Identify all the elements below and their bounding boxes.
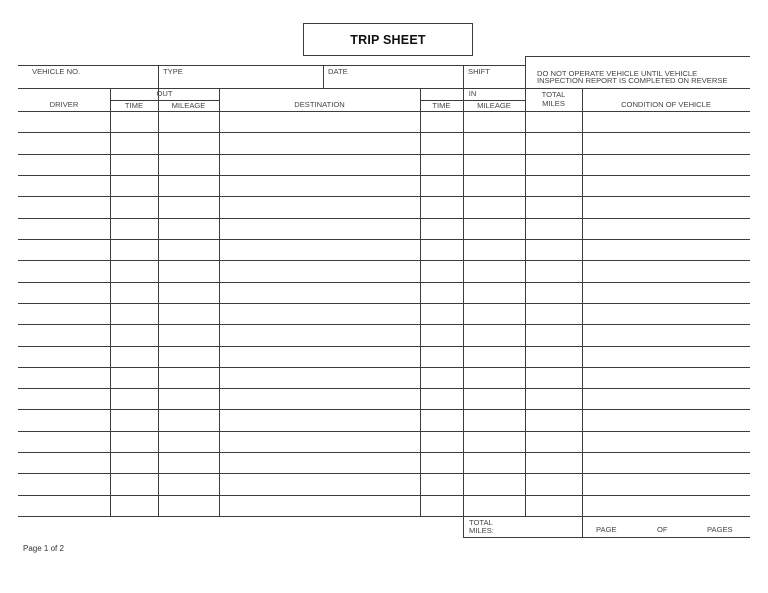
out-time-cell[interactable] bbox=[110, 473, 158, 494]
in-time-cell[interactable] bbox=[420, 473, 463, 494]
in-time-cell[interactable] bbox=[420, 239, 463, 260]
out-mileage-cell[interactable] bbox=[158, 239, 219, 260]
out-time-cell[interactable] bbox=[110, 388, 158, 409]
destination-cell[interactable] bbox=[219, 367, 420, 388]
in-mileage-cell[interactable] bbox=[463, 260, 525, 281]
out-time-cell[interactable] bbox=[110, 431, 158, 452]
in-mileage-cell[interactable] bbox=[463, 154, 525, 175]
driver-cell[interactable] bbox=[18, 303, 110, 324]
out-mileage-cell[interactable] bbox=[158, 282, 219, 303]
driver-cell[interactable] bbox=[18, 260, 110, 281]
in-mileage-cell[interactable] bbox=[463, 175, 525, 196]
in-time-cell[interactable] bbox=[420, 132, 463, 153]
total-miles-cell[interactable] bbox=[525, 303, 582, 324]
condition-cell[interactable] bbox=[582, 452, 750, 473]
condition-cell[interactable] bbox=[582, 367, 750, 388]
out-mileage-cell[interactable] bbox=[158, 175, 219, 196]
out-mileage-cell[interactable] bbox=[158, 154, 219, 175]
out-time-cell[interactable] bbox=[110, 132, 158, 153]
in-mileage-cell[interactable] bbox=[463, 324, 525, 345]
driver-cell[interactable] bbox=[18, 111, 110, 132]
total-miles-cell[interactable] bbox=[525, 495, 582, 516]
in-time-cell[interactable] bbox=[420, 260, 463, 281]
inspection-notice bbox=[525, 56, 750, 88]
in-mileage-cell[interactable] bbox=[463, 367, 525, 388]
total-miles-cell[interactable] bbox=[525, 132, 582, 153]
total-miles-cell[interactable] bbox=[525, 452, 582, 473]
total-miles-cell[interactable] bbox=[525, 154, 582, 175]
driver-cell[interactable] bbox=[18, 346, 110, 367]
destination-cell[interactable] bbox=[219, 346, 420, 367]
vehicle-no-label: VEHICLE NO. bbox=[32, 67, 81, 76]
page-title: TRIP SHEET bbox=[350, 32, 426, 47]
divider bbox=[18, 88, 750, 89]
total-miles-cell[interactable] bbox=[525, 346, 582, 367]
total-miles-cell[interactable] bbox=[525, 175, 582, 196]
destination-cell[interactable] bbox=[219, 218, 420, 239]
page-count-field[interactable] bbox=[582, 516, 750, 537]
condition-cell[interactable] bbox=[582, 495, 750, 516]
destination-cell[interactable] bbox=[219, 324, 420, 345]
out-mileage-cell[interactable] bbox=[158, 303, 219, 324]
destination-cell[interactable] bbox=[219, 473, 420, 494]
condition-cell[interactable] bbox=[582, 154, 750, 175]
out-mileage-cell[interactable] bbox=[158, 218, 219, 239]
out-mileage-cell[interactable] bbox=[158, 409, 219, 430]
in-time-cell[interactable] bbox=[420, 154, 463, 175]
driver-cell[interactable] bbox=[18, 196, 110, 217]
in-time-cell[interactable] bbox=[420, 452, 463, 473]
driver-cell[interactable] bbox=[18, 324, 110, 345]
out-time-cell[interactable] bbox=[110, 175, 158, 196]
out-time-cell[interactable] bbox=[110, 495, 158, 516]
driver-cell[interactable] bbox=[18, 409, 110, 430]
out-mileage-cell[interactable] bbox=[158, 367, 219, 388]
in-time-cell[interactable] bbox=[420, 324, 463, 345]
destination-cell[interactable] bbox=[219, 196, 420, 217]
destination-cell[interactable] bbox=[219, 282, 420, 303]
in-time-cell[interactable] bbox=[420, 196, 463, 217]
in-time-cell[interactable] bbox=[420, 111, 463, 132]
in-mileage-cell[interactable] bbox=[463, 495, 525, 516]
col-header-total-miles-2: MILES bbox=[542, 99, 565, 108]
out-mileage-cell[interactable] bbox=[158, 452, 219, 473]
total-miles-label-1: TOTAL bbox=[469, 518, 493, 527]
driver-cell[interactable] bbox=[18, 388, 110, 409]
total-miles-cell[interactable] bbox=[525, 324, 582, 345]
notice-line-1: DO NOT OPERATE VEHICLE UNTIL VEHICLE bbox=[537, 69, 698, 78]
destination-cell[interactable] bbox=[219, 154, 420, 175]
destination-cell[interactable] bbox=[219, 431, 420, 452]
in-mileage-cell[interactable] bbox=[463, 431, 525, 452]
condition-cell[interactable] bbox=[582, 218, 750, 239]
divider bbox=[463, 537, 750, 538]
total-miles-cell[interactable] bbox=[525, 409, 582, 430]
type-label: TYPE bbox=[163, 67, 183, 76]
driver-cell[interactable] bbox=[18, 218, 110, 239]
total-miles-cell[interactable] bbox=[525, 111, 582, 132]
vehicle-no-field[interactable] bbox=[18, 65, 158, 88]
total-miles-cell[interactable] bbox=[525, 388, 582, 409]
in-time-cell[interactable] bbox=[420, 346, 463, 367]
out-time-cell[interactable] bbox=[110, 218, 158, 239]
total-miles-cell[interactable] bbox=[525, 218, 582, 239]
out-time-cell[interactable] bbox=[110, 196, 158, 217]
out-time-cell[interactable] bbox=[110, 260, 158, 281]
condition-cell[interactable] bbox=[582, 132, 750, 153]
in-mileage-cell[interactable] bbox=[463, 196, 525, 217]
in-mileage-cell[interactable] bbox=[463, 346, 525, 367]
driver-cell[interactable] bbox=[18, 175, 110, 196]
in-time-cell[interactable] bbox=[420, 303, 463, 324]
col-header-condition: CONDITION OF VEHICLE bbox=[621, 100, 711, 109]
in-mileage-cell[interactable] bbox=[463, 132, 525, 153]
total-miles-cell[interactable] bbox=[525, 473, 582, 494]
driver-cell[interactable] bbox=[18, 452, 110, 473]
condition-cell[interactable] bbox=[582, 282, 750, 303]
title-box bbox=[303, 23, 473, 56]
driver-cell[interactable] bbox=[18, 431, 110, 452]
condition-cell[interactable] bbox=[582, 431, 750, 452]
destination-cell[interactable] bbox=[219, 111, 420, 132]
in-time-cell[interactable] bbox=[420, 495, 463, 516]
destination-cell[interactable] bbox=[219, 303, 420, 324]
condition-cell[interactable] bbox=[582, 111, 750, 132]
driver-cell[interactable] bbox=[18, 495, 110, 516]
in-mileage-cell[interactable] bbox=[463, 218, 525, 239]
out-time-cell[interactable] bbox=[110, 346, 158, 367]
out-time-cell[interactable] bbox=[110, 111, 158, 132]
total-miles-cell[interactable] bbox=[525, 282, 582, 303]
in-time-cell[interactable] bbox=[420, 388, 463, 409]
total-miles-summary-field[interactable] bbox=[463, 516, 582, 537]
col-header-driver: DRIVER bbox=[49, 100, 79, 109]
out-time-cell[interactable] bbox=[110, 154, 158, 175]
destination-cell[interactable] bbox=[219, 452, 420, 473]
destination-cell[interactable] bbox=[219, 409, 420, 430]
total-miles-cell[interactable] bbox=[525, 260, 582, 281]
out-mileage-cell[interactable] bbox=[158, 346, 219, 367]
in-mileage-cell[interactable] bbox=[463, 282, 525, 303]
in-time-cell[interactable] bbox=[420, 367, 463, 388]
out-mileage-cell[interactable] bbox=[158, 324, 219, 345]
condition-cell[interactable] bbox=[582, 260, 750, 281]
col-header-out-time: TIME bbox=[124, 101, 144, 110]
col-header-total-miles-1: TOTAL bbox=[541, 90, 566, 99]
in-mileage-cell[interactable] bbox=[463, 303, 525, 324]
driver-cell[interactable] bbox=[18, 367, 110, 388]
total-miles-cell[interactable] bbox=[525, 196, 582, 217]
col-header-out: OUT bbox=[156, 89, 173, 98]
out-mileage-cell[interactable] bbox=[158, 431, 219, 452]
type-field[interactable] bbox=[158, 65, 323, 88]
pages-label: PAGES bbox=[707, 525, 733, 534]
out-mileage-cell[interactable] bbox=[158, 132, 219, 153]
destination-cell[interactable] bbox=[219, 132, 420, 153]
condition-cell[interactable] bbox=[582, 196, 750, 217]
out-time-cell[interactable] bbox=[110, 452, 158, 473]
driver-cell[interactable] bbox=[18, 282, 110, 303]
page-label: PAGE bbox=[596, 525, 617, 534]
destination-cell[interactable] bbox=[219, 495, 420, 516]
in-mileage-cell[interactable] bbox=[463, 409, 525, 430]
in-time-cell[interactable] bbox=[420, 175, 463, 196]
condition-cell[interactable] bbox=[582, 388, 750, 409]
date-label: DATE bbox=[328, 67, 348, 76]
col-header-in-time: TIME bbox=[432, 101, 451, 110]
out-mileage-cell[interactable] bbox=[158, 495, 219, 516]
out-mileage-cell[interactable] bbox=[158, 111, 219, 132]
in-mileage-cell[interactable] bbox=[463, 239, 525, 260]
out-time-cell[interactable] bbox=[110, 409, 158, 430]
destination-cell[interactable] bbox=[219, 388, 420, 409]
notice-line-2: INSPECTION REPORT IS COMPLETED ON REVERSE bbox=[537, 76, 728, 85]
total-miles-cell[interactable] bbox=[525, 239, 582, 260]
out-time-cell[interactable] bbox=[110, 282, 158, 303]
date-field[interactable] bbox=[323, 65, 463, 88]
col-header-in: IN bbox=[468, 89, 477, 98]
col-header-destination: DESTINATION bbox=[294, 100, 345, 109]
total-miles-cell[interactable] bbox=[525, 431, 582, 452]
condition-cell[interactable] bbox=[582, 239, 750, 260]
total-miles-label-2: MILES: bbox=[469, 526, 494, 535]
driver-cell[interactable] bbox=[18, 239, 110, 260]
out-time-cell[interactable] bbox=[110, 239, 158, 260]
destination-cell[interactable] bbox=[219, 260, 420, 281]
in-mileage-cell[interactable] bbox=[463, 111, 525, 132]
destination-cell[interactable] bbox=[219, 239, 420, 260]
out-time-cell[interactable] bbox=[110, 303, 158, 324]
condition-cell[interactable] bbox=[582, 473, 750, 494]
out-time-cell[interactable] bbox=[110, 367, 158, 388]
driver-cell[interactable] bbox=[18, 154, 110, 175]
out-mileage-cell[interactable] bbox=[158, 260, 219, 281]
total-miles-cell[interactable] bbox=[525, 367, 582, 388]
out-time-cell[interactable] bbox=[110, 324, 158, 345]
destination-cell[interactable] bbox=[219, 175, 420, 196]
condition-cell[interactable] bbox=[582, 409, 750, 430]
condition-cell[interactable] bbox=[582, 324, 750, 345]
condition-cell[interactable] bbox=[582, 175, 750, 196]
in-time-cell[interactable] bbox=[420, 282, 463, 303]
in-time-cell[interactable] bbox=[420, 431, 463, 452]
shift-field[interactable] bbox=[463, 65, 525, 88]
out-mileage-cell[interactable] bbox=[158, 473, 219, 494]
driver-cell[interactable] bbox=[18, 132, 110, 153]
col-header-in-mileage: MILEAGE bbox=[477, 101, 511, 110]
col-header-out-mileage: MILEAGE bbox=[171, 101, 206, 110]
page-indicator: Page 1 of 2 bbox=[23, 544, 64, 553]
in-time-cell[interactable] bbox=[420, 218, 463, 239]
shift-label: SHIFT bbox=[468, 67, 490, 76]
out-mileage-cell[interactable] bbox=[158, 388, 219, 409]
in-mileage-cell[interactable] bbox=[463, 473, 525, 494]
in-time-cell[interactable] bbox=[420, 409, 463, 430]
in-mileage-cell[interactable] bbox=[463, 452, 525, 473]
condition-cell[interactable] bbox=[582, 303, 750, 324]
out-mileage-cell[interactable] bbox=[158, 196, 219, 217]
driver-cell[interactable] bbox=[18, 473, 110, 494]
in-mileage-cell[interactable] bbox=[463, 388, 525, 409]
condition-cell[interactable] bbox=[582, 346, 750, 367]
of-label: OF bbox=[657, 525, 668, 534]
